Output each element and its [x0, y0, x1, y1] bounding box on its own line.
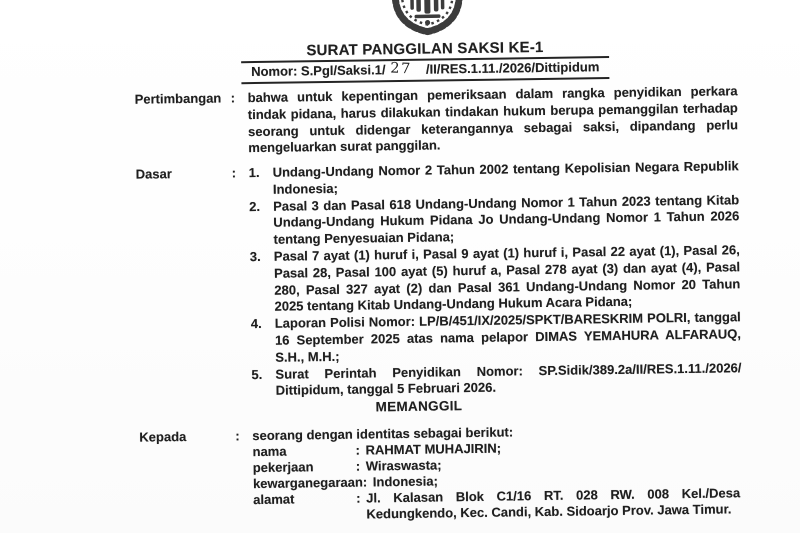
document-title: SURAT PANGGILAN SAKSI KE-1	[241, 38, 609, 63]
dasar-item-text: Undang-Undang Nomor 2 Tahun 2002 tentang Kepolisian Negara Republik Indonesia;	[272, 158, 739, 197]
dasar-item-number: 3.	[249, 248, 261, 265]
dasar-item-number: 1.	[248, 164, 260, 181]
pertimbangan-text: bahwa untuk kepentingan pemeriksaan dalam rangka penyidikan perkara tindak pidana, harus dilakukan tindakan hukum berupa pemanggilan terhadap seorang untuk didengar keterangannya sebagai saksi, dipandang perlu mengeluarkan surat panggilan.	[247, 83, 739, 156]
dasar-item-text: Pasal 7 ayat (1) huruf i, Pasal 9 ayat (1) huruf i, Pasal 22 ayat (1), Pasal 26, Pasal 28, Pasal 100 ayat (5) huruf a, Pasal 278 ayat (3) dan ayat (4), Pasal 280, Pasal 327 ayat (2) dan Pasal 361 Undang-Undang Nomor 20 Tahun 2025 tentang Kitab Undang-Undang Hukum Acara Pidana;	[273, 242, 741, 315]
title-block	[241, 38, 610, 84]
identity-label: nama	[252, 443, 287, 460]
kepada-colon: :	[235, 428, 240, 444]
identity-value: Jl. Kalasan Blok C1/16 RT. 028 RW. 008 Kel./Desa Kedungkendo, Kec. Candi, Kab. Sidoarjo Prov. Jawa Timur.	[366, 485, 741, 522]
kepada-intro: seorang dengan identitas sebagai berikut:	[252, 424, 514, 444]
section-dasar	[136, 158, 742, 402]
dasar-label: Dasar	[135, 166, 172, 182]
identity-value: Indonesia;	[372, 473, 438, 490]
identity-value: RAHMAT MUHAJIRIN;	[365, 440, 502, 458]
pertimbangan-colon: :	[230, 90, 236, 106]
kepada-label: Kepada	[139, 429, 187, 445]
document-number-suffix: /II/RES.1.11./2026/Dittipidum	[425, 59, 600, 77]
dasar-item	[251, 309, 742, 366]
dasar-item-number: 2.	[249, 198, 261, 214]
dasar-item-text: Surat Perintah Penyidikan Nomor: SP.Sidik/389.2a/II/RES.1.11./2026/ Dittipidum, tanggal 5 Februari 2026.	[275, 359, 742, 399]
identity-field	[253, 485, 743, 524]
dasar-list	[249, 158, 742, 400]
memanggil-heading: MEMANGGIL	[375, 398, 463, 415]
identity-block	[252, 421, 743, 524]
dasar-item-text: Laporan Polisi Nomor: LP/B/451/IX/2025/SPKT/BARESKRIM POLRI, tanggal 16 September 2025 atas nama pelapor DIMAS YEMAHURA ALFARAUQ, S.H., M.H.;	[274, 309, 742, 365]
document-number	[241, 58, 609, 84]
dasar-item-text: Pasal 3 dan Pasal 618 Undang-Undang Nomor 1 Tahun 2023 tentang Kitab Undang-Undang Hukum Pidana Jo Undang-Undang Nomor 1 Tahun 2026 tentang Penyesuaian Pidana;	[273, 191, 740, 247]
identity-label: pekerjaan	[252, 459, 314, 476]
dasar-item	[251, 360, 741, 400]
dasar-item	[249, 192, 740, 249]
polri-tribrata-emblem-icon	[386, 0, 469, 42]
dasar-item-number: 4.	[250, 316, 262, 332]
section-pertimbangan	[135, 83, 739, 159]
pertimbangan-label: Pertimbangan	[134, 90, 222, 107]
identity-colon: :	[362, 474, 368, 490]
document-number-prefix: Nomor: S.Pgl/Saksi.1/	[251, 62, 386, 80]
identity-value: Wiraswasta;	[365, 457, 442, 474]
identity-label: kewarganegaraan	[252, 474, 363, 492]
section-kepada	[139, 421, 743, 525]
identity-colon: :	[355, 458, 361, 474]
dasar-item	[250, 242, 741, 316]
dasar-colon: :	[231, 165, 237, 181]
identity-colon: :	[356, 490, 361, 506]
dasar-item-number: 5.	[251, 366, 263, 382]
identity-colon: :	[355, 442, 361, 458]
document-number-handwritten: 27	[390, 60, 413, 78]
identity-label: alamat	[253, 491, 295, 508]
